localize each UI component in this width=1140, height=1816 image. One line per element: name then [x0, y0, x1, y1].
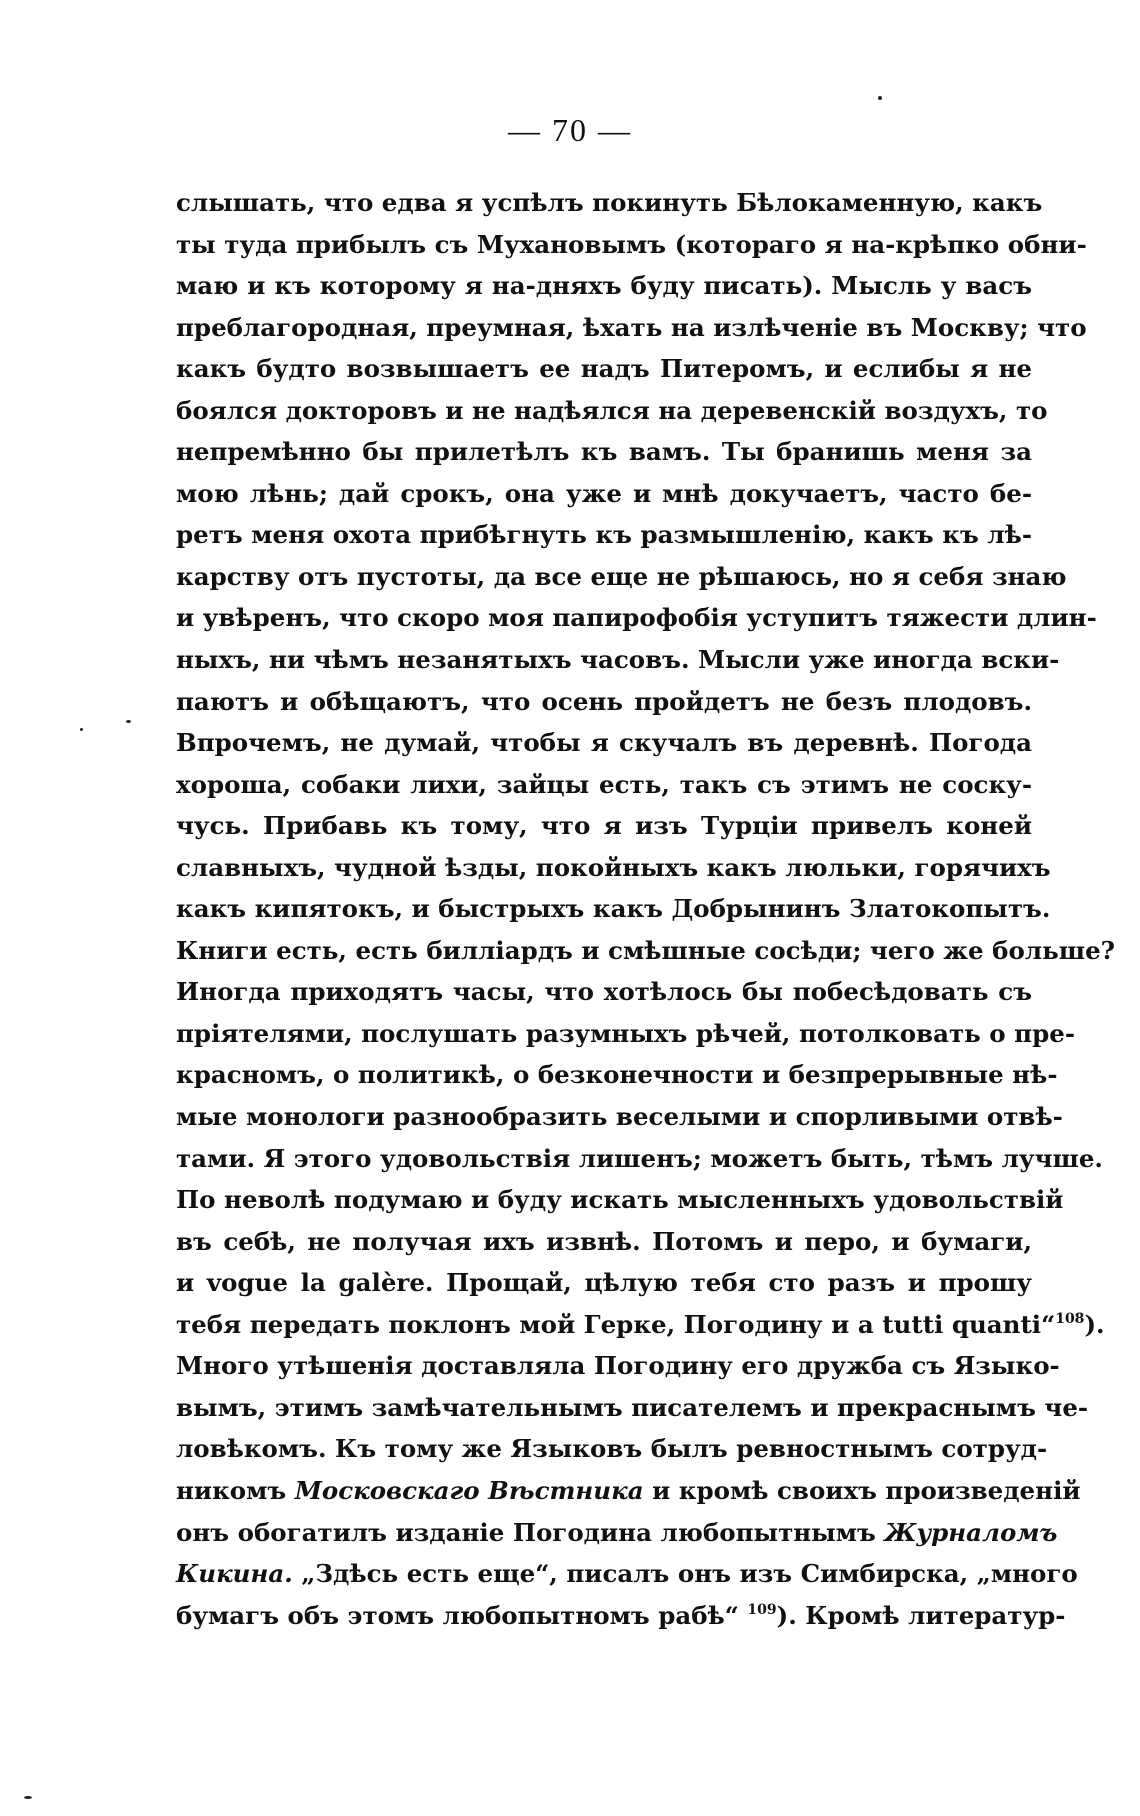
text-line: и vogue la galère. Прощай, цѣлую тебя сто разъ и прошу [176, 1268, 1032, 1298]
text-line: хороша, собаки лихи, зайцы есть, такъ съ этимъ не соску- [176, 769, 1032, 799]
paper-speck [878, 96, 882, 100]
text-line: По неволѣ подумаю и буду искать мысленныхъ удовольствій [176, 1185, 1064, 1215]
line-text: „Здѣсь есть еще“, писалъ онъ изъ Симбирска, „много [292, 1559, 1078, 1589]
text-line: слышать, что едва я успѣлъ покинуть Бѣлокаменную, какъ [176, 188, 1043, 217]
line-text: ). [1084, 1309, 1105, 1339]
body-text [176, 182, 1116, 1636]
line-text: тебя передать поклонъ мой Герке, Погодину и а tutti quanti“ [176, 1309, 1056, 1339]
text-line [176, 1553, 1078, 1595]
text-line: ныхъ, ни чѣмъ незанятыхъ часовъ. Мысли уже иногда вски- [176, 645, 1060, 675]
text-line: ретъ меня охота прибѣгнуть къ размышленію, какъ къ лѣ- [176, 520, 1032, 550]
paper-speck [126, 720, 131, 723]
text-line: славныхъ, чудной ѣзды, покойныхъ какъ люльки, горячихъ [176, 852, 1051, 882]
text-line: чусь. Прибавь къ тому, что я изъ Турціи привелъ коней [176, 811, 1032, 841]
text-line: пріятелями, послушать разумныхъ рѣчей, потолковать о пре- [176, 1018, 1075, 1048]
text-line: Книги есть, есть билліардъ и смѣшные сосѣди; чего же больше? [176, 935, 1116, 965]
text-line: вымъ, этимъ замѣчательнымъ писателемъ и прекраснымъ че- [176, 1392, 1089, 1422]
line-text: бумагъ объ этомъ любопытномъ рабѣ“ [176, 1600, 748, 1630]
text-line: Иногда приходятъ часы, что хотѣлось бы побесѣдовать съ [176, 977, 1032, 1007]
text-line [176, 1595, 1066, 1637]
text-line: карству отъ пустоты, да все еще не рѣшаюсь, но я себя знаю [176, 561, 1067, 591]
italic-title: Кикина. [176, 1559, 293, 1589]
text-line: мые монологи разнообразить веселыми и спорливыми отвѣ- [176, 1102, 1063, 1132]
text-line: и увѣренъ, что скоро моя папирофобія уступитъ тяжести длин- [176, 603, 1097, 633]
text-line: маю и къ которому я на-дняхъ буду писать). Мысль у васъ [176, 271, 1032, 301]
text-line [176, 1304, 1105, 1346]
line-text: онъ обогатилъ изданіе Погодина любопытнымъ [176, 1517, 885, 1547]
line-text: ). Кромѣ литератур- [776, 1600, 1066, 1630]
text-line: боялся докторовъ и не надѣялся на деревенскій воздухъ, то [176, 395, 1048, 425]
text-line [176, 1512, 1058, 1554]
text-line: мою лѣнь; дай срокъ, она уже и мнѣ докучаетъ, часто бе- [176, 478, 1032, 508]
italic-title: Московскаго Вѣстника [294, 1475, 644, 1505]
text-line [176, 1470, 1081, 1512]
italic-title: Журналомъ [884, 1517, 1058, 1547]
line-text: и кромѣ своихъ произведеній [643, 1475, 1081, 1505]
text-line: какъ кипятокъ, и быстрыхъ какъ Добрынинъ Златокопытъ. [176, 894, 1051, 924]
page-number: — 70 — [508, 112, 632, 148]
text-line: тами. Я этого удовольствія лишенъ; можетъ быть, тѣмъ лучше. [176, 1143, 1103, 1173]
footnote-ref-109: 109 [747, 1601, 777, 1618]
text-line: Много утѣшенія доставляла Погодину его дружба съ Языко- [176, 1351, 1060, 1381]
text-line: красномъ, о политикѣ, о безконечности и безпрерывные нѣ- [176, 1060, 1058, 1090]
text-line: Впрочемъ, не думай, чтобы я скучалъ въ деревнѣ. Погода [176, 728, 1032, 758]
text-line: ты туда прибылъ съ Мухановымъ (котораго я на-крѣпко обни- [176, 229, 1087, 259]
text-line: какъ будто возвышаетъ ее надъ Питеромъ, и еслибы я не [176, 354, 1032, 384]
footnote-ref-108: 108 [1055, 1310, 1085, 1327]
text-line: паютъ и обѣщаютъ, что осень пройдетъ не безъ плодовъ. [176, 686, 1032, 716]
text-line: преблагородная, преумная, ѣхать на излѣченіе въ Москву; что [176, 312, 1087, 342]
paper-speck [80, 728, 83, 731]
line-text: никомъ [176, 1475, 295, 1505]
paper-speck [24, 1796, 32, 1799]
text-line: въ себѣ, не получая ихъ извнѣ. Потомъ и перо, и бумаги, [176, 1226, 1032, 1256]
text-line: непремѣнно бы прилетѣлъ къ вамъ. Ты бранишь меня за [176, 437, 1032, 467]
text-line: ловѣкомъ. Къ тому же Языковъ былъ ревностнымъ сотруд- [176, 1434, 1048, 1464]
